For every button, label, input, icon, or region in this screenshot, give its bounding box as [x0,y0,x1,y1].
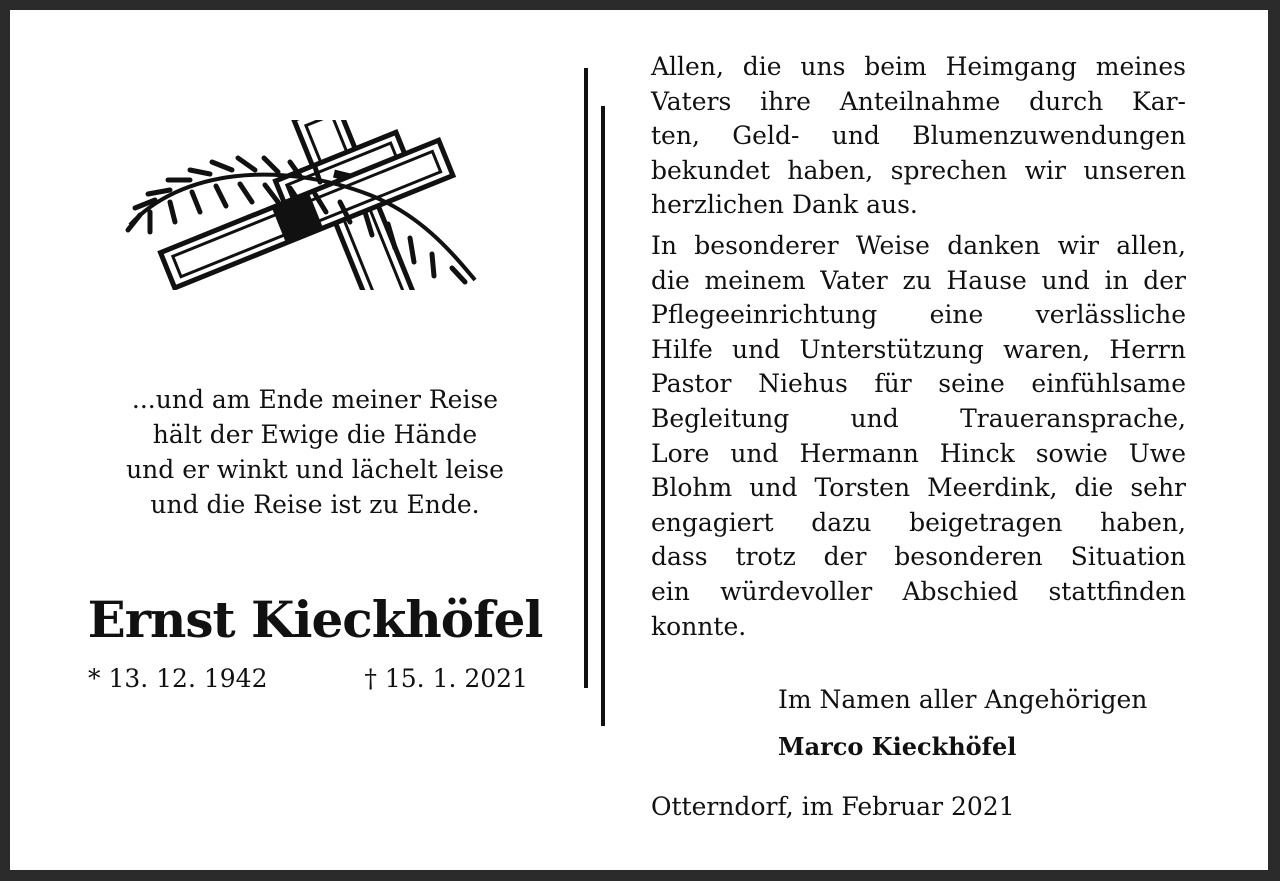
text-line: Begleitung und Traueransprache, [651,403,1186,433]
thank-you-paragraph-2 [651,229,1186,644]
place-date: Otterndorf, im Februar 2021 [651,792,1015,821]
text-line: herzlichen Dank aus. [651,190,918,220]
text-line: konnte. [651,611,747,641]
poem-line: und er winkt und lächelt leise [126,455,504,484]
text-line: Blohm und Torsten Meerdink, die sehr [651,473,1186,503]
cross-with-palm-branch-icon [120,120,490,290]
poem-line: ...und am Ende meiner Reise [131,385,499,414]
divider-line [601,106,605,726]
text-line: In besonderer Weise danken wir allen, [651,230,1186,260]
text-line: Pastor Niehus für seine einfühlsame [651,369,1186,399]
text-line: ten, Geld- und Blumenzuwendungen [651,121,1186,151]
birth-date: * 13. 12. 1942 [88,664,268,693]
deceased-name: Ernst Kieckhöfel [87,590,543,649]
thank-you-text [651,50,1186,650]
text-line: Pflegeeinrichtung eine verlässliche [651,300,1186,330]
obituary-card [10,10,1268,870]
text-line: die meinem Vater zu Hause und in der [651,265,1186,295]
text-line: bekundet haben, sprechen wir unseren [651,155,1186,185]
text-line: dass trotz der besonderen Situation [651,542,1186,572]
poem-line: und die Reise ist zu Ende. [150,490,480,519]
text-line: engagiert dazu beigetragen haben, [651,507,1186,537]
text-line: Allen, die uns beim Heimgang meines [651,52,1186,81]
signature-name: Marco Kieckhöfel [778,732,1017,761]
death-date: † 15. 1. 2021 [364,664,528,693]
divider-line [584,68,588,688]
text-line: Vaters ihre Anteilnahme durch Kar- [651,86,1186,116]
poem [70,382,560,522]
signature-intro: Im Namen aller Angehörigen [778,685,1148,714]
text-line: ein würdevoller Abschied stattfinden [651,576,1186,606]
text-line: Lore und Hermann Hinck sowie Uwe [651,438,1186,468]
text-line: Hilfe und Unterstützung waren, Herrn [651,334,1186,364]
poem-line: hält der Ewige die Hände [152,420,478,449]
thank-you-paragraph-1 [651,50,1186,223]
